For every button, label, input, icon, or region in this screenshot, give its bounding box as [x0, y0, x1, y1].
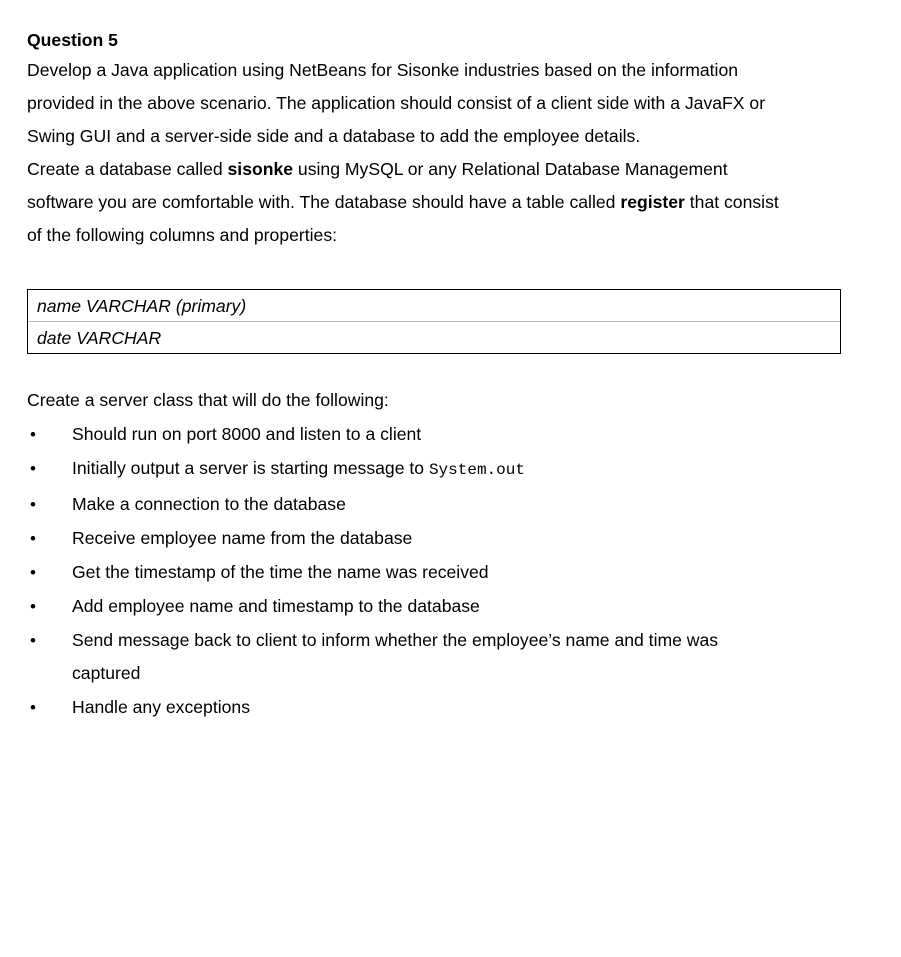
- list-item: [27, 488, 857, 521]
- list-item: [27, 590, 857, 623]
- intro-line: Swing GUI and a server-side side and a database to add the employee details.: [27, 126, 641, 146]
- list-item-text: Make a connection to the database: [72, 494, 346, 514]
- list-item-text: Initially output a server is starting message to: [72, 458, 429, 478]
- list-item-text: Should run on port 8000 and listen to a client: [72, 424, 422, 444]
- code-system-out: System.out: [428, 461, 525, 479]
- schema-column-date: date VARCHAR: [37, 328, 162, 348]
- bullet-icon: •: [30, 698, 36, 717]
- list-item-text: Add employee name and timestamp to the database: [72, 596, 480, 616]
- intro-text: that consist: [684, 192, 779, 212]
- list-item-continuation: captured: [72, 663, 141, 683]
- bullet-icon: •: [30, 425, 36, 444]
- list-item: [27, 556, 857, 589]
- bullet-icon: •: [30, 631, 36, 650]
- intro-text: Create a database called: [27, 159, 228, 179]
- list-item: [27, 691, 857, 724]
- list-item-text: Send message back to client to inform whether the employee’s name and time was: [72, 630, 719, 650]
- list-item: [27, 418, 857, 451]
- schema-divider: [28, 321, 840, 322]
- list-item: [27, 452, 857, 487]
- bullet-icon: •: [30, 529, 36, 548]
- server-requirements-list: [27, 418, 857, 725]
- list-item-text: Get the timestamp of the time the name was received: [72, 562, 489, 582]
- database-name: sisonke: [227, 159, 294, 179]
- intro-text: software you are comfortable with. The database should have a table called: [27, 192, 621, 212]
- intro-line: of the following columns and properties:: [27, 225, 338, 245]
- question-title: Question 5: [27, 30, 118, 50]
- intro-line: provided in the above scenario. The application should consist of a client side with a JavaFX or: [27, 93, 766, 113]
- bullet-icon: •: [30, 597, 36, 616]
- list-item: [27, 624, 857, 690]
- server-intro: Create a server class that will do the following:: [27, 390, 389, 410]
- list-item-text: Handle any exceptions: [72, 697, 251, 717]
- intro-line: [27, 186, 857, 219]
- document-page: [27, 26, 857, 717]
- intro-paragraph: [27, 54, 857, 252]
- intro-line: [27, 153, 857, 186]
- schema-column-name: name VARCHAR (primary): [37, 296, 247, 316]
- bullet-icon: •: [30, 495, 36, 514]
- intro-line: Develop a Java application using NetBeans for Sisonke industries based on the information: [27, 60, 739, 80]
- list-item: [27, 522, 857, 555]
- list-item-text: Receive employee name from the database: [72, 528, 413, 548]
- table-name: register: [620, 192, 685, 212]
- schema-table: [27, 289, 841, 354]
- bullet-icon: •: [30, 563, 36, 582]
- bullet-icon: •: [30, 459, 36, 478]
- intro-text: using MySQL or any Relational Database Management: [293, 159, 728, 179]
